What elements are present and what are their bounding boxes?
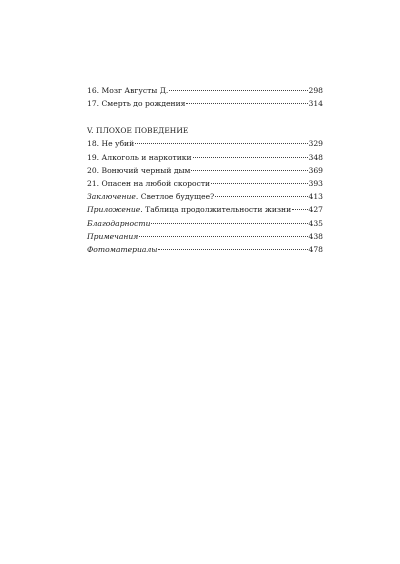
toc-entry-page: 314 — [308, 99, 323, 109]
toc-entry-italic-part: Приложение. — [87, 205, 143, 215]
dot-leader — [169, 90, 307, 91]
toc-entry-italic-part: Заключение. — [87, 192, 139, 201]
toc-entry-title — [87, 217, 150, 230]
toc-entry-title — [87, 203, 291, 216]
toc-entry-title: 18. Не убий — [87, 139, 135, 149]
toc-entry — [87, 97, 323, 110]
toc-entry — [87, 164, 323, 177]
toc-entry-title — [87, 243, 157, 256]
dot-leader — [186, 103, 307, 104]
toc-entry — [87, 243, 323, 256]
toc-entry — [87, 137, 323, 150]
toc-entry-title: 17. Смерть до рождения — [87, 99, 186, 109]
dot-leader — [191, 170, 307, 171]
toc-entry-italic-part: Фотоматериалы — [87, 245, 158, 255]
toc-entry-page: 438 — [308, 231, 323, 241]
toc-entry-title: 16. Мозг Августы Д. — [87, 86, 169, 95]
dot-leader — [215, 196, 307, 197]
toc-entry — [87, 217, 323, 230]
toc-entry-page: 369 — [308, 165, 323, 175]
toc-entry-page: 478 — [308, 245, 323, 255]
toc-entry-page: 427 — [308, 205, 323, 215]
toc-entry-page: 435 — [308, 218, 323, 228]
toc-entry-page: 348 — [308, 152, 323, 162]
toc-entry-page: 413 — [308, 192, 323, 201]
toc-entry-title: 20. Вонючий черный дым — [87, 165, 191, 175]
toc-entry — [87, 203, 323, 216]
dot-leader — [193, 157, 308, 158]
toc-entry-rest: Таблица продолжительности жизни — [142, 205, 292, 215]
toc-entry-title: 21. Опасен на любой скорости — [87, 179, 211, 189]
toc-entry — [87, 84, 323, 97]
toc-entry-title: 19. Алкоголь и наркотики — [87, 152, 192, 162]
toc-group-chapters-16-17 — [87, 84, 323, 111]
toc-entry — [87, 177, 323, 190]
toc-section-v — [87, 124, 323, 190]
toc-entry-page: 329 — [308, 139, 323, 149]
toc-entry — [87, 190, 323, 203]
section-title — [87, 124, 323, 137]
dot-leader — [135, 143, 307, 144]
dot-leader — [158, 249, 307, 250]
dot-leader — [139, 236, 307, 237]
toc-entry-page: 298 — [308, 86, 323, 95]
toc-entry — [87, 151, 323, 164]
toc-entry-page: 393 — [308, 179, 323, 189]
toc-entry-title — [87, 190, 214, 203]
toc-entry-italic-part: Примечания — [87, 231, 139, 241]
toc-entry — [87, 230, 323, 243]
dot-leader — [151, 223, 307, 224]
toc-entry-rest: Светлое будущее? — [138, 192, 215, 201]
toc-entry-title — [87, 230, 138, 243]
toc-entry-italic-part: Благодарности — [87, 218, 151, 228]
toc-back-matter — [87, 190, 323, 256]
dot-leader — [292, 209, 307, 210]
section-title-text: V. ПЛОХОЕ ПОВЕДЕНИЕ — [87, 126, 189, 135]
dot-leader — [211, 183, 307, 184]
